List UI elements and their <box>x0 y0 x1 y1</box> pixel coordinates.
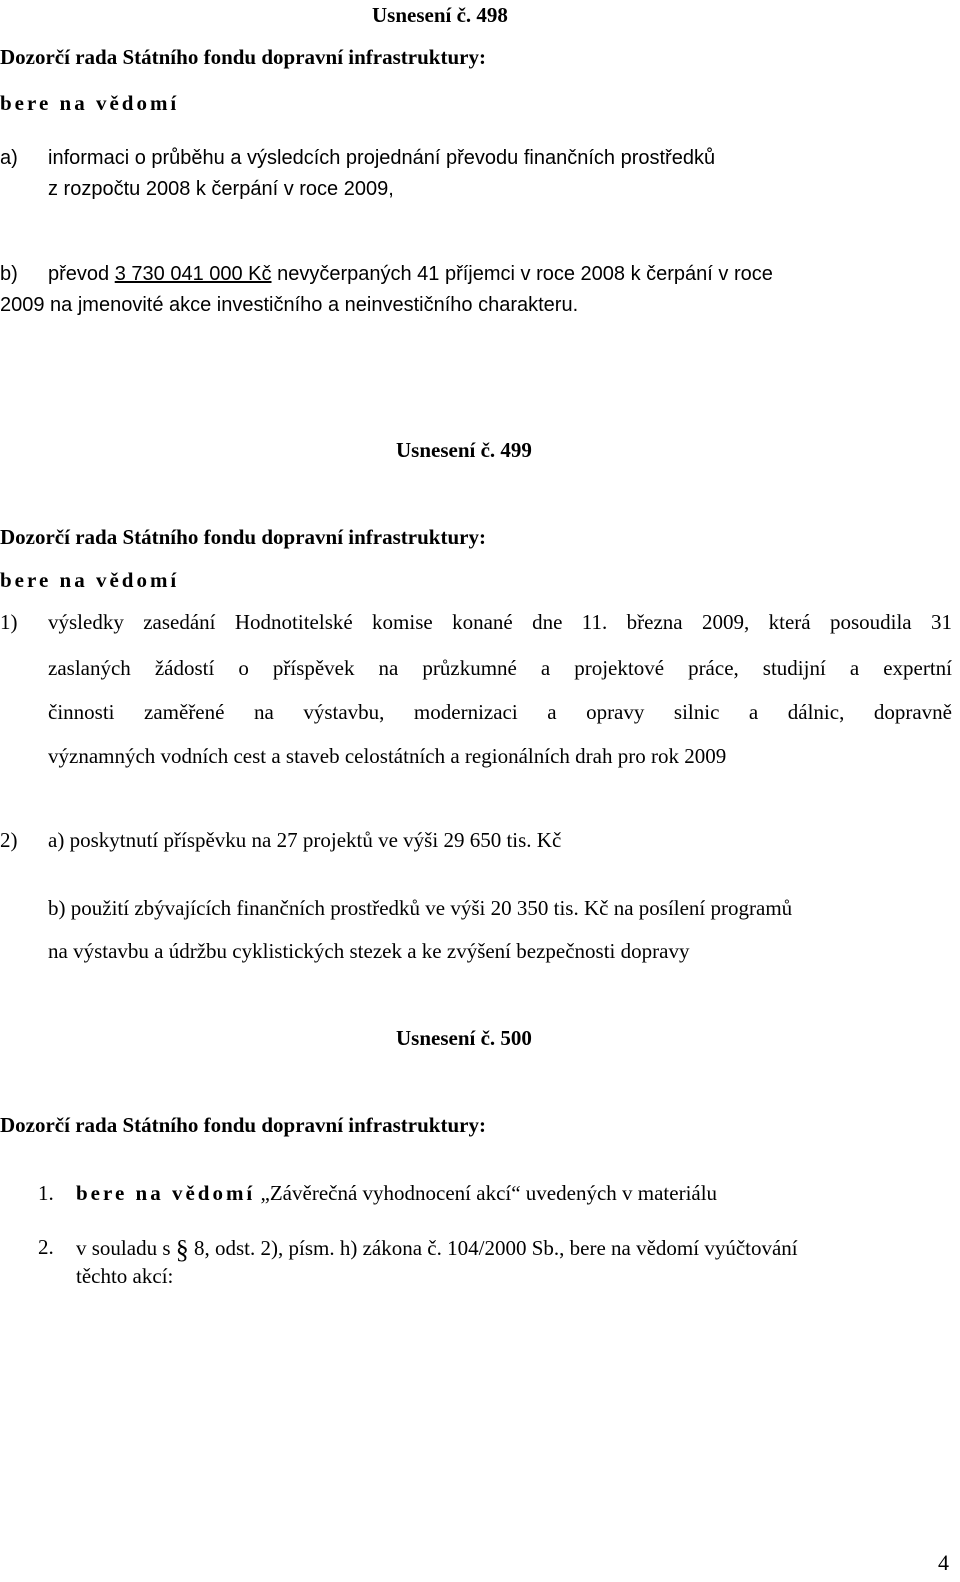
item-a-line2: z rozpočtu 2008 k čerpání v roce 2009, <box>48 178 394 200</box>
item-2a: a) poskytnutí příspěvku na 27 projektů ve výši 29 650 tis. Kč <box>48 828 562 852</box>
item-1-line2: zaslaných žádostí o příspěvek na průzkumné a projektové práce, studijní a expertní <box>48 656 952 680</box>
res500-item2-line1 <box>76 1237 798 1263</box>
item-b-marker: b) <box>0 263 18 285</box>
page-number: 4 <box>938 1550 949 1575</box>
res500-item1-takes-note: bere na vědomí <box>76 1181 256 1205</box>
res500-item2-pre: v souladu s <box>76 1236 171 1260</box>
section-symbol: § <box>175 1235 189 1264</box>
res500-item1-line <box>76 1183 717 1204</box>
resolution-500-board: Dozorčí rada Státního fondu dopravní infrastruktury: <box>0 1113 486 1137</box>
res500-item2-marker: 2. <box>38 1235 54 1259</box>
resolution-499-takes-note: bere na vědomí <box>0 568 180 592</box>
item-b-line2: 2009 na jmenovité akce investičního a neinvestičního charakteru. <box>0 294 579 316</box>
item-a-marker: a) <box>0 147 18 169</box>
item-b-pre: převod <box>48 263 110 285</box>
res500-item1-text: „Závěrečná vyhodnocení akcí“ uvedených v materiálu <box>260 1181 718 1205</box>
res500-item2-line2: těchto akcí: <box>76 1264 174 1288</box>
item-b-post: nevyčerpaných 41 příjemci v roce 2008 k čerpání v roce <box>277 263 773 285</box>
resolution-498-title: Usnesení č. 498 <box>372 3 508 27</box>
res500-item2-post: 8, odst. 2), písm. h) zákona č. 104/2000 Sb., bere na vědomí vyúčtování <box>194 1236 798 1260</box>
resolution-498-board: Dozorčí rada Státního fondu dopravní infrastruktury: <box>0 45 486 69</box>
res500-item1-marker: 1. <box>38 1181 54 1205</box>
item-2-marker: 2) <box>0 828 18 852</box>
resolution-499-board: Dozorčí rada Státního fondu dopravní infrastruktury: <box>0 525 486 549</box>
item-1-line3: činnosti zaměřené na výstavbu, modernizaci a opravy silnic a dálnic, dopravně <box>48 700 952 724</box>
resolution-500-title: Usnesení č. 500 <box>396 1026 532 1050</box>
item-1-line4: významných vodních cest a staveb celostátních a regionálních drah pro rok 2009 <box>48 744 727 768</box>
item-2b-line1: b) použití zbývajících finančních prostředků ve výši 20 350 tis. Kč na posílení programů <box>48 896 793 920</box>
item-2b-line2: na výstavbu a údržbu cyklistických stezek a ke zvýšení bezpečnosti dopravy <box>48 939 690 963</box>
item-b-line1 <box>48 264 773 284</box>
item-1-marker: 1) <box>0 610 18 634</box>
resolution-498-takes-note: bere na vědomí <box>0 91 180 115</box>
item-1-line1: výsledky zasedání Hodnotitelské komise konané dne 11. března 2009, která posoudila 31 <box>48 610 952 634</box>
resolution-499-title: Usnesení č. 499 <box>396 438 532 462</box>
item-a-line1: informaci o průběhu a výsledcích projednání převodu finančních prostředků <box>48 147 716 169</box>
item-b-amount: 3 730 041 000 Kč <box>114 263 272 285</box>
